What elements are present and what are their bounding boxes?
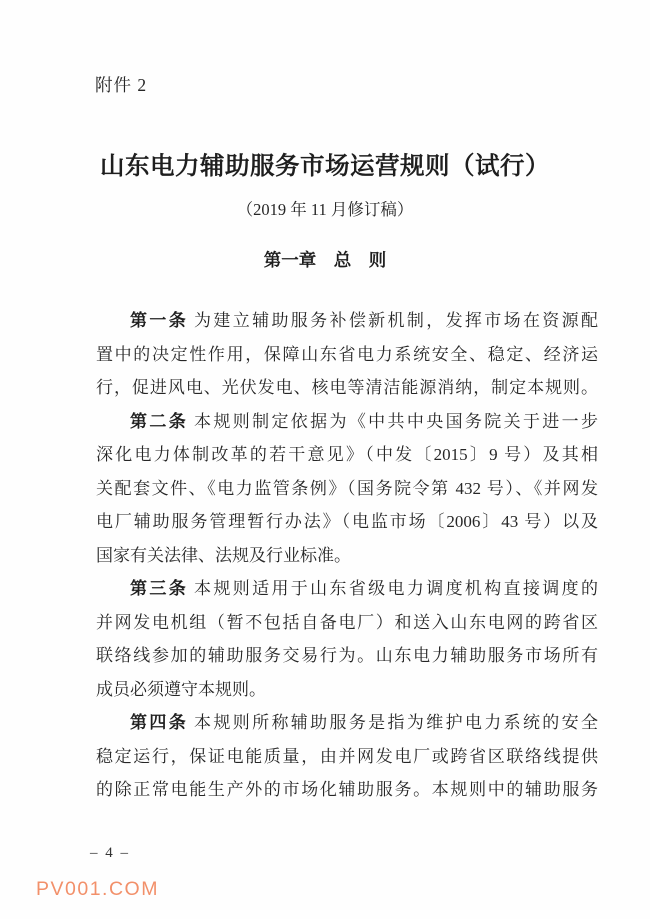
article-1 — [96, 304, 598, 405]
attachment-label: 附件 2 — [95, 75, 148, 95]
article-number: 第四条 — [130, 713, 189, 732]
body-line: 稳定运行，保证电能质量，由并网发电厂或跨省区联络线提供 — [96, 746, 598, 766]
document-subtitle: （2019 年 11 月修订稿） — [236, 200, 414, 219]
body-line: 行，促进风电、光伏发电、核电等清洁能源消纳，制定本规则。 — [96, 378, 598, 397]
article-3 — [96, 572, 598, 706]
body-line — [96, 706, 598, 740]
body-line: 联络线参加的辅助服务交易行为。山东电力辅助服务市场所有 — [96, 646, 598, 665]
page-number: – 4 – — [90, 845, 130, 861]
article-2 — [96, 405, 598, 573]
body-line: 深化电力体制改革的若干意见》（中发〔2015〕9 号）及其相 — [96, 445, 598, 464]
document-title: 山东电力辅助服务市场运营规则（试行） — [100, 153, 550, 180]
body-line: 电厂辅助服务管理暂行办法》（电监市场〔2006〕43 号）以及 — [96, 512, 598, 531]
article-number: 第一条 — [130, 311, 189, 330]
article-text: 本规则适用于山东省级电力调度机构直接调度的 — [194, 579, 599, 598]
document-body — [96, 304, 598, 807]
body-line: 的除正常电能生产外的市场化辅助服务。本规则中的辅助服务 — [96, 780, 598, 799]
body-line — [96, 572, 598, 606]
body-line — [96, 405, 598, 439]
body-line — [96, 304, 598, 338]
body-line: 置中的决定性作用，保障山东省电力系统安全、稳定、经济运 — [96, 344, 598, 364]
article-number: 第二条 — [130, 411, 189, 431]
chapter-heading: 第一章 总 则 — [263, 250, 387, 270]
body-line: 关配套文件、《电力监管条例》（国务院令第 432 号）、《并网发 — [96, 478, 598, 498]
body-line: 成员必须遵守本规则。 — [96, 679, 266, 699]
watermark-text: PV001.COM — [36, 878, 159, 900]
article-text: 为建立辅助服务补偿新机制，发挥市场在资源配 — [194, 311, 599, 330]
body-line: 国家有关法律、法规及行业标准。 — [96, 545, 351, 565]
article-text: 本规则所称辅助服务是指为维护电力系统的安全 — [194, 713, 599, 732]
article-4 — [96, 706, 598, 807]
article-number: 第三条 — [130, 579, 189, 598]
article-text: 本规则制定依据为《中共中央国务院关于进一步 — [194, 411, 599, 431]
body-line: 并网发电机组（暂不包括自备电厂）和送入山东电网的跨省区 — [96, 612, 598, 632]
